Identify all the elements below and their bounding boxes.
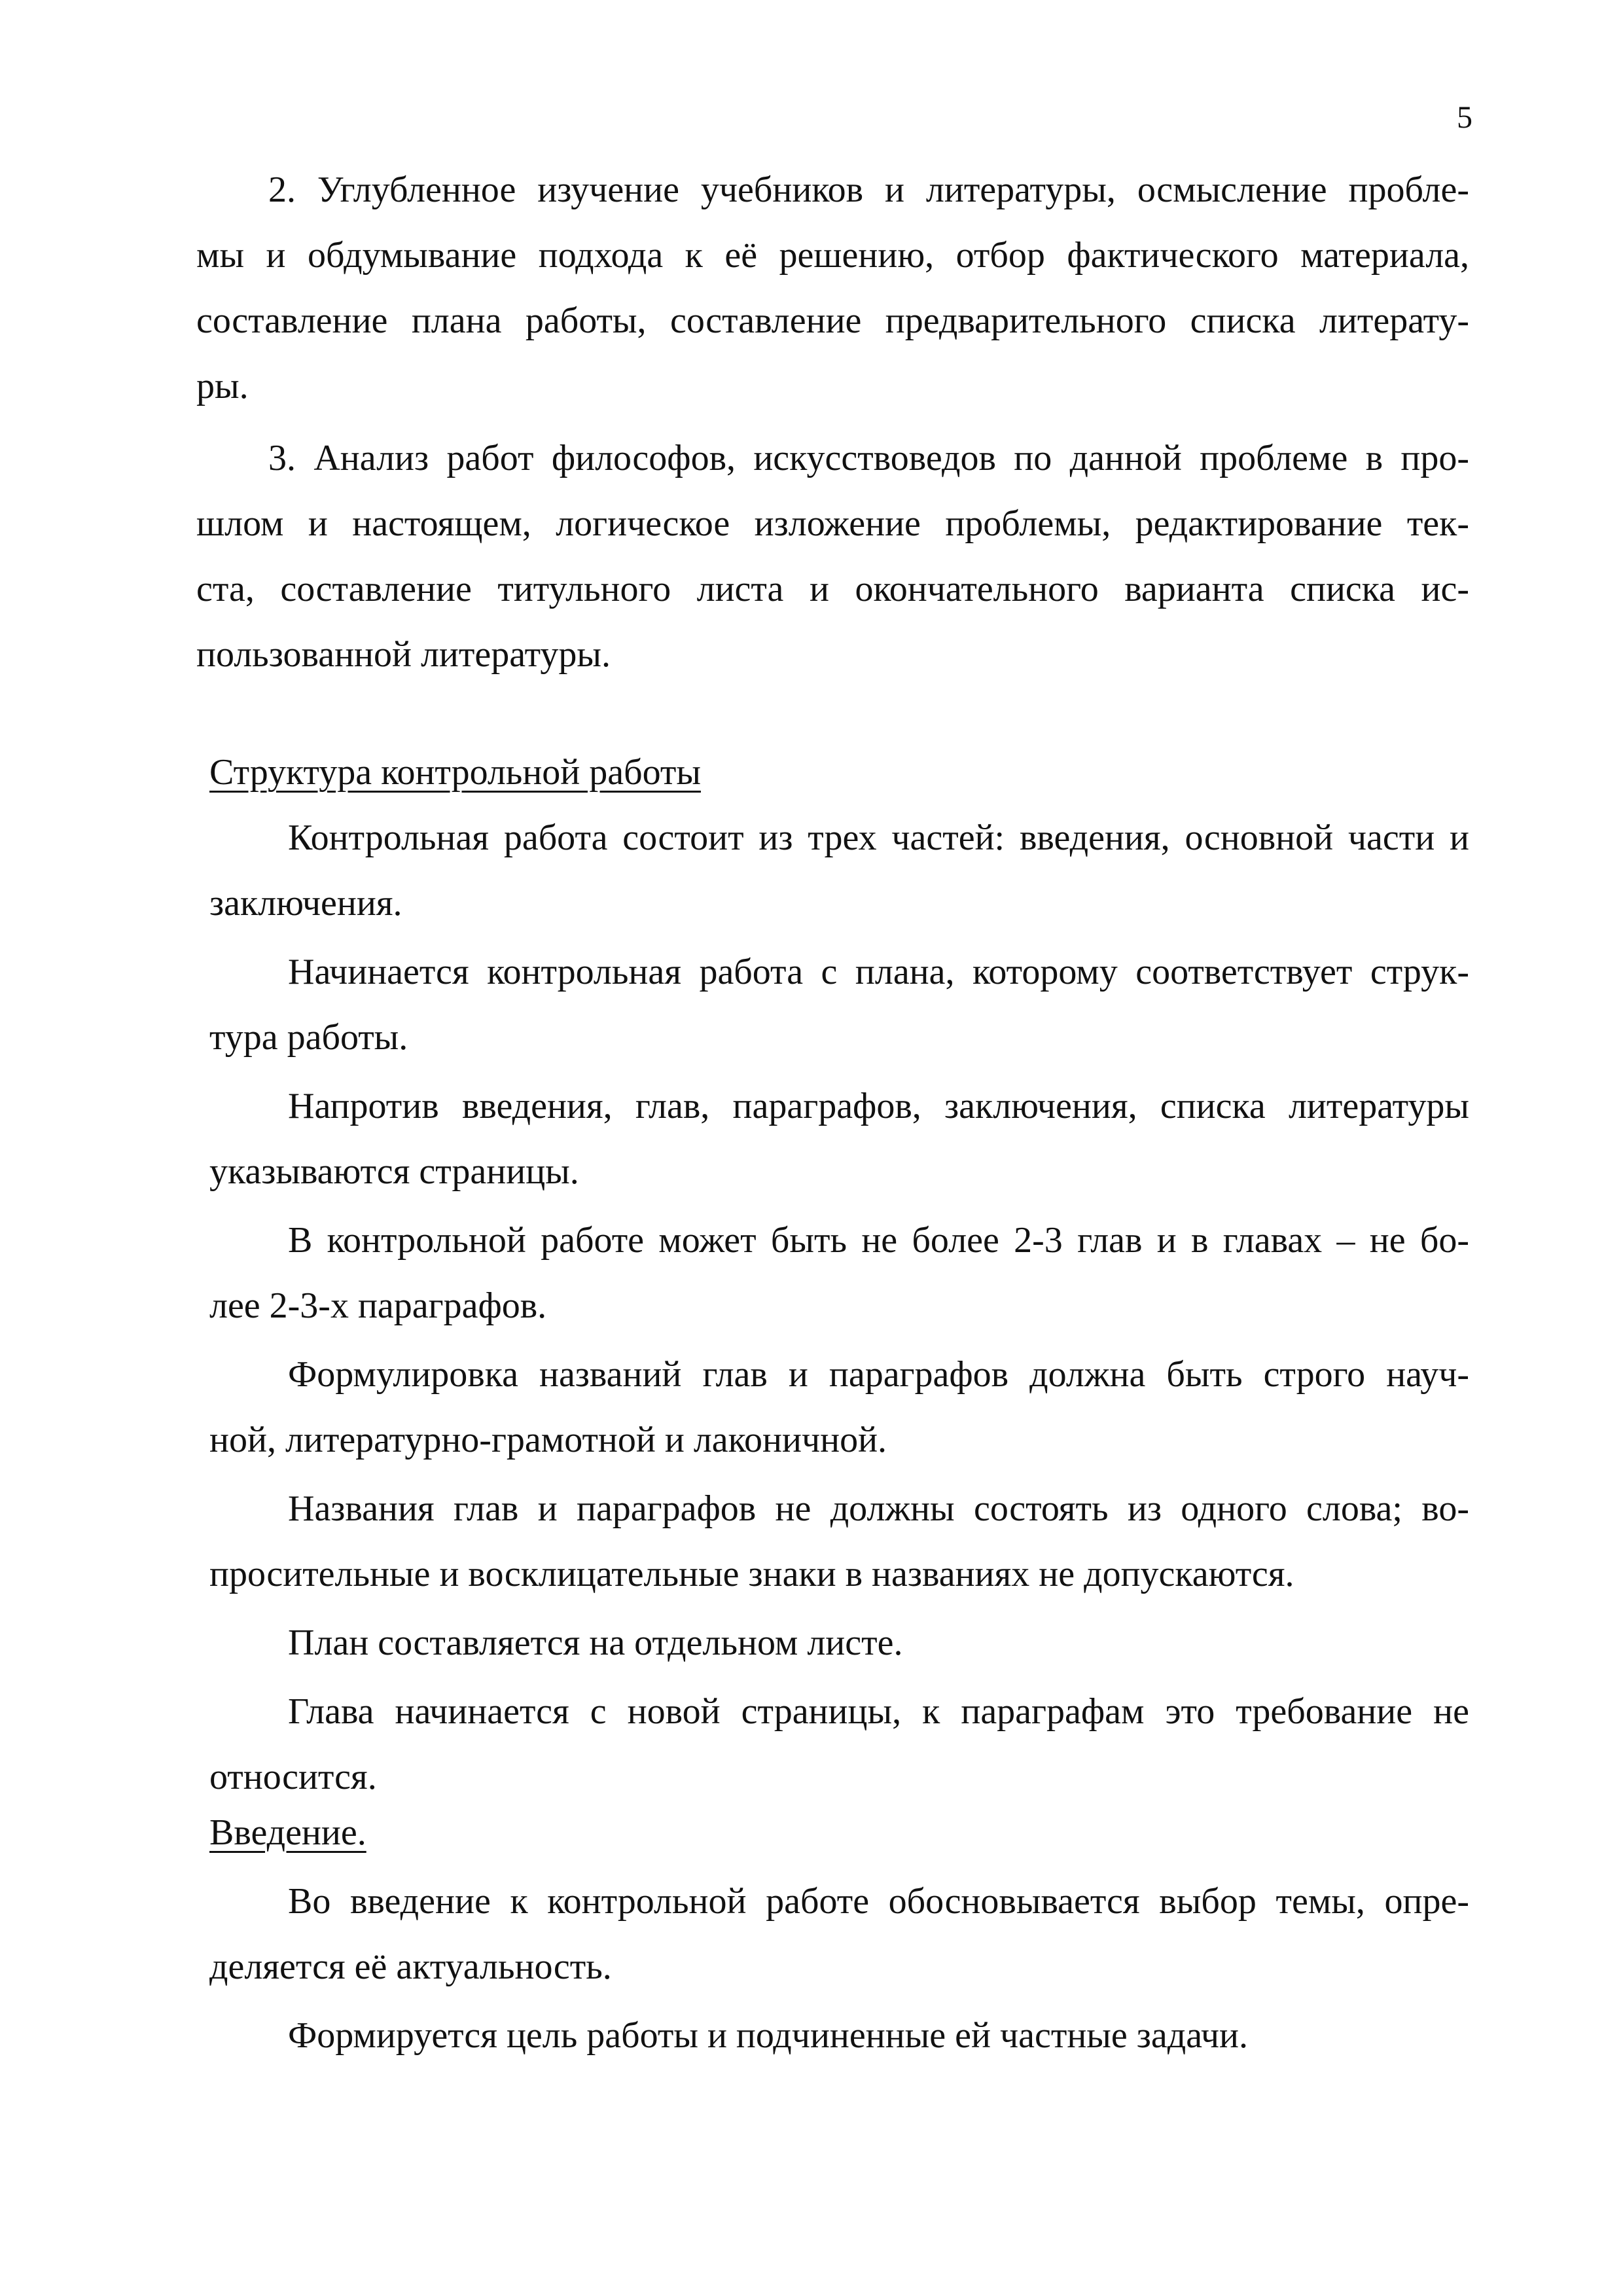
page-number: 5 (1457, 100, 1472, 135)
text-line: ной, литературно-грамотной и лаконичной. (209, 1420, 887, 1460)
text-line: ста, составление титульного листа и окончательного варианта списка ис- (196, 569, 1469, 609)
structure-paragraph (209, 1208, 1469, 1338)
text-line: деляется её актуальность. (209, 1946, 612, 1987)
text-line: тура работы. (209, 1017, 408, 1058)
text-line: Контрольная работа состоит из трех частей: введения, основной части и (288, 817, 1469, 858)
text-line: Глава начинается с новой страницы, к параграфам это требование не (288, 1691, 1469, 1732)
text-line: План составляется на отдельном листе. (288, 1623, 903, 1663)
structure-paragraph (209, 1679, 1469, 1810)
section-heading: Структура контрольной работы (209, 752, 701, 793)
text-line: составление плана работы, составление предварительного списка литерату- (196, 300, 1469, 341)
text-line: указываются страницы. (209, 1151, 579, 1192)
list-item-3 (196, 425, 1469, 687)
text-line: лее 2-3-х параграфов. (209, 1285, 547, 1326)
text-line: Начинается контрольная работа с плана, которому соответствует струк- (288, 952, 1469, 992)
section-intro (209, 1800, 1469, 1865)
text-line: Во введение к контрольной работе обосновывается выбор темы, опре- (288, 1881, 1469, 1922)
text-line: заключения. (209, 883, 402, 924)
text-line: пользованной литературы. (196, 634, 611, 675)
text-line: 2. Углубленное изучение учебников и литературы, осмысление пробле- (268, 170, 1469, 210)
structure-paragraph (209, 1342, 1469, 1473)
text-line: Формулировка названий глав и параграфов должна быть строго науч- (288, 1354, 1469, 1395)
text-line: шлом и настоящем, логическое изложение проблемы, редактирование тек- (196, 503, 1469, 544)
intro-paragraph (209, 1869, 1469, 2000)
section-structure (209, 740, 1469, 805)
text-line: В контрольной работе может быть не более 2-3 глав и в главах – не бо- (288, 1220, 1469, 1261)
text-line: просительные и восклицательные знаки в названиях не допускаются. (209, 1554, 1294, 1594)
text-line: Названия глав и параграфов не должны состоять из одного слова; во- (288, 1488, 1469, 1529)
structure-paragraph (209, 1610, 1469, 1676)
text-line: Напротив введения, глав, параграфов, заключения, списка литературы (288, 1086, 1469, 1126)
structure-paragraph (209, 1476, 1469, 1607)
text-line: относится. (209, 1757, 377, 1797)
text-line: Формируется цель работы и подчиненные ей частные задачи. (288, 2015, 1248, 2056)
text-line: ры. (196, 366, 249, 406)
structure-paragraph (209, 805, 1469, 936)
list-item-2 (196, 157, 1469, 419)
structure-paragraph (209, 939, 1469, 1070)
text-line: мы и обдумывание подхода к её решению, отбор фактического материала, (196, 235, 1469, 276)
text-line: 3. Анализ работ философов, искусствоведов по данной проблеме в про- (268, 438, 1469, 478)
structure-paragraph (209, 1073, 1469, 1204)
section-heading: Введение. (209, 1812, 366, 1853)
intro-paragraph (209, 2003, 1469, 2068)
